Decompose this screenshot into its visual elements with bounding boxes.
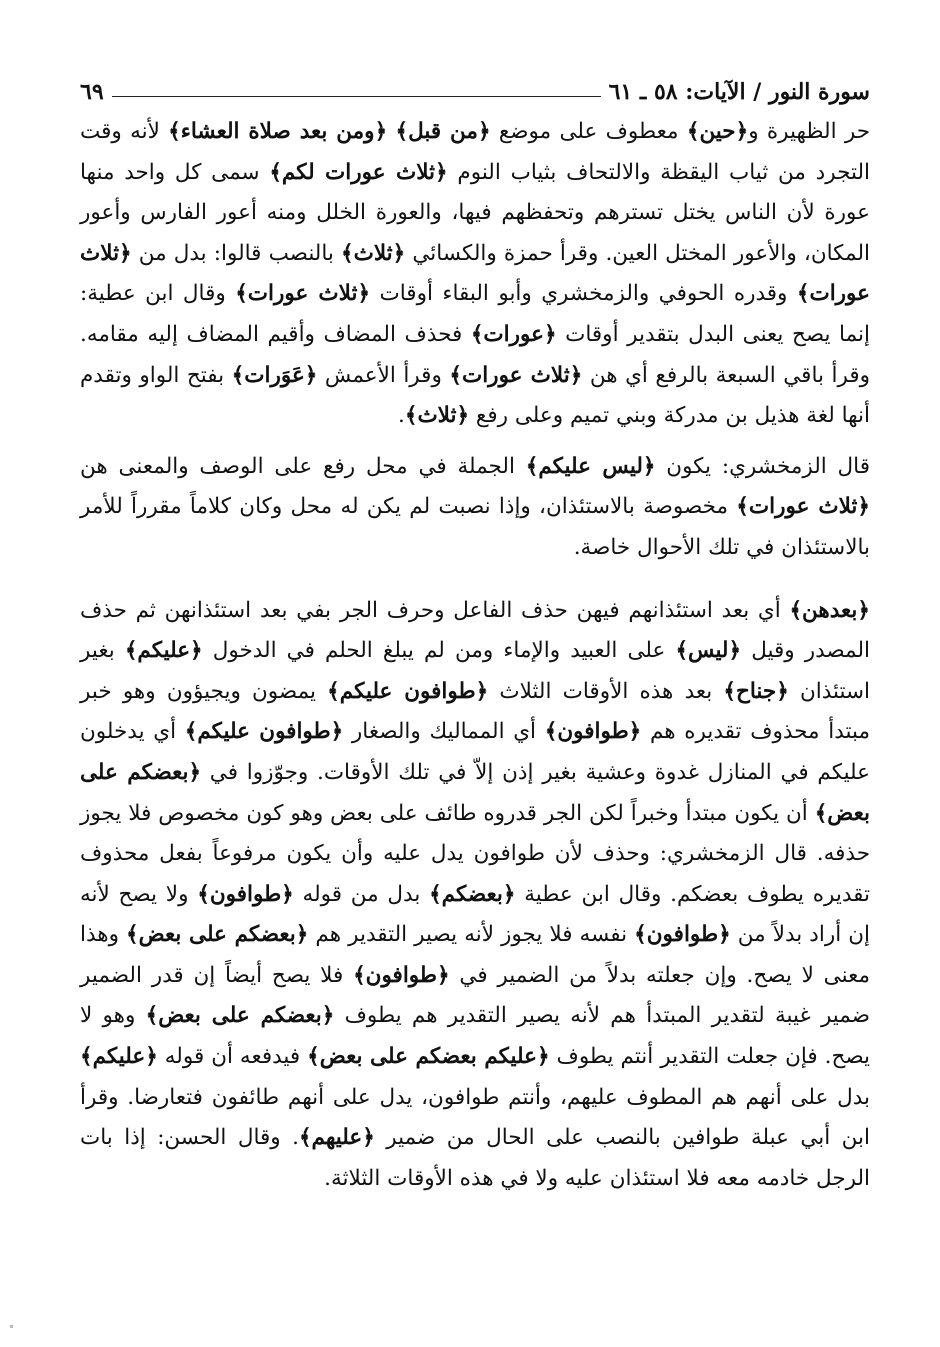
quran-quote: ﴿ليس عليكم﴾ bbox=[525, 453, 656, 479]
text-run: مخصوصة بالاستئذان، وإذا نصبت لم يكن له محل وكان كلاماً مقرراً للأمر بالاستئذان في تلك الأحوال خاصة. bbox=[80, 494, 870, 560]
text-run: بفتح الواو وتقدم أنها لغة هذيل بن مدركة وبني تميم وعلى رفع bbox=[80, 362, 870, 429]
paragraph-2 bbox=[80, 447, 870, 569]
text-run: ولا يصح لأنه إن أراد بدلاً من bbox=[80, 881, 870, 948]
text-run: يمضون ويجيؤون وهو خبر مبتدأ محذوف تقديره هم bbox=[80, 678, 870, 745]
quran-quote: ﴿ثلاث﴾ bbox=[341, 240, 406, 266]
quran-quote: ﴿بعضكم﴾ bbox=[429, 881, 516, 907]
quran-quote: ﴿ثلاث عورات﴾ bbox=[80, 240, 870, 307]
text-run: أي المماليك والصغار bbox=[343, 719, 545, 745]
text-run: حر الظهيرة و bbox=[748, 119, 870, 144]
quran-quote: ﴿طوافون﴾ bbox=[634, 922, 731, 948]
quran-quote: ﴿بعضكم على بعض﴾ bbox=[126, 922, 309, 948]
page-number: ٦٩ bbox=[80, 79, 104, 105]
quran-quote: ﴿عَوَرات﴾ bbox=[231, 362, 318, 388]
quran-quote: ﴿ومن بعد صلاة العشاء﴾ bbox=[168, 119, 388, 144]
text-run: بغير استئذان bbox=[80, 638, 870, 704]
text-run: على العبيد والإماء ومن لم يبلغ الحلم في الدخول bbox=[202, 638, 676, 664]
text-run: الجملة في محل رفع على الوصف والمعنى هن bbox=[80, 453, 526, 479]
text-run: وقال ابن عطية: إنما يصح يعنى البدل بتقدير أوقات bbox=[80, 281, 870, 347]
quran-quote: ﴿حين﴾ bbox=[686, 119, 749, 144]
text-run: بدل من قوله bbox=[293, 881, 430, 907]
quran-quote: ﴿بعضكم على بعض﴾ bbox=[80, 759, 870, 826]
header-rule bbox=[112, 96, 601, 97]
text-run: بالنصب قالوا: بدل من bbox=[131, 240, 342, 266]
text-run: وهو لا يصح. فإن جعلت التقدير أنتم يطوف bbox=[80, 1003, 871, 1070]
text-run: وقرأ الأعمش bbox=[317, 362, 450, 388]
section-gap bbox=[80, 569, 870, 591]
text-run: بدل على أنهم هم المطوف عليهم، وأنتم طوافون، يدل على أنهم طائفون فتعارضا. وقرأ ابن أبي عبلة طوافين بالنصب على الحال من ضمير bbox=[80, 1084, 871, 1151]
text-run: وهذا معنى لا يصح. وإن جعلته بدلاً من الضمير في bbox=[80, 922, 870, 988]
quran-quote: ﴿بعضكم على بعض﴾ bbox=[145, 1003, 335, 1029]
text-run: أي يدخلون عليكم في المنازل غدوة وعشية بغير إذن إلاّ في تلك الأوقات. وجوّزوا في bbox=[80, 719, 870, 785]
quran-quote: ﴿ليس﴾ bbox=[675, 638, 742, 664]
quran-quote: ﴿بعدهن﴾ bbox=[789, 597, 870, 623]
text-run: فحذف المضاف وأقيم المضاف إليه مقامه. وقرأ باقي السبعة بالرفع أي هن bbox=[80, 321, 871, 388]
paragraph-gap bbox=[80, 437, 870, 447]
text-run: نفسه فلا يجوز لأنه يصير التقدير هم bbox=[308, 922, 635, 948]
scan-mark bbox=[10, 1325, 13, 1328]
text-run: سمى كل واحد منها عورة لأن الناس يختل تسترهم وتحفظهم فيها، والعورة الخلل ومنه أعور الفارس وأعور المكان، والأعور المختل العين. وقرأ حمزة والكسائي bbox=[80, 159, 871, 266]
text-run: لأنه وقت التجرد من ثياب اليقظة والالتحاف بثياب النوم bbox=[80, 119, 871, 185]
text-run: قال الزمخشري: يكون bbox=[655, 453, 870, 479]
text-run: فيدفعه أن قوله bbox=[157, 1044, 308, 1070]
quran-quote: ﴿عورات﴾ bbox=[470, 321, 557, 347]
running-header bbox=[80, 72, 870, 112]
quran-quote: ﴿ثلاث عورات﴾ bbox=[235, 281, 371, 307]
quran-quote: ﴿طوافون﴾ bbox=[353, 962, 450, 988]
quran-quote: ﴿طوافون عليكم﴾ bbox=[184, 719, 344, 745]
text-run: . وقال الحسن: إذا بات الرجل خادمه معه فلا استئذان عليه ولا في هذه الأوقات الثلاثة. bbox=[80, 1125, 870, 1191]
quran-quote: ﴿ثلاث عورات﴾ bbox=[449, 362, 583, 388]
quran-quote: ﴿طوافون﴾ bbox=[197, 881, 294, 907]
paragraph-3 bbox=[80, 591, 870, 1200]
text-run: أن يكون مبتدأ وخبراً لكن الجر قدروه طائف على بعض وهو كون مخصوص فلا يجوز حذفه. قال الزمخشري: وحذف لأن طوافون يدل عليه وأن يكون مرفوعاً بفعل محذوف تقديره يطوف بعضكم. وقال ابن عطية bbox=[80, 800, 870, 907]
quran-quote: ﴿عليكم﴾ bbox=[124, 638, 203, 664]
quran-quote: ﴿ثلاث﴾ bbox=[404, 403, 470, 429]
quran-quote: ﴿عليكم﴾ bbox=[80, 1044, 158, 1070]
quran-quote: ﴿ثلاث عورات لكم﴾ bbox=[269, 159, 448, 185]
paragraph-1 bbox=[80, 112, 870, 437]
quran-quote: ﴿طوافون﴾ bbox=[544, 719, 642, 745]
page-content bbox=[80, 72, 870, 1199]
text-run: وقدره الحوفي والزمخشري وأبو البقاء أوقات bbox=[370, 281, 797, 307]
quran-quote: ﴿ثلاث عورات﴾ bbox=[736, 494, 870, 520]
quran-quote: ﴿جناح﴾ bbox=[723, 678, 789, 704]
quran-quote: ﴿من قبل﴾ bbox=[395, 119, 491, 144]
text-run: . bbox=[398, 403, 405, 429]
text-run: بعد هذه الأوقات الثلاث bbox=[488, 678, 724, 704]
quran-quote: ﴿طوافون عليكم﴾ bbox=[327, 678, 489, 704]
quran-quote: ﴿عليهم﴾ bbox=[298, 1125, 375, 1151]
text-run: أي بعد استئذانهم فيهن حذف الفاعل وحرف الجر بفي بعد استئذانهن ثم حذف المصدر وقيل bbox=[80, 597, 870, 664]
header-title: سورة النور / الآيات: ٥٨ ـ ٦١ bbox=[608, 79, 870, 105]
text-run: معطوف على موضع bbox=[490, 119, 687, 144]
text-run: فلا يصح أيضاً إن قدر الضمير ضمير غيبة لتقدير المبتدأ هم لأنه يصير التقدير هم يطوف bbox=[80, 962, 870, 1029]
quran-quote: ﴿عليكم بعضكم على بعض﴾ bbox=[307, 1044, 550, 1070]
